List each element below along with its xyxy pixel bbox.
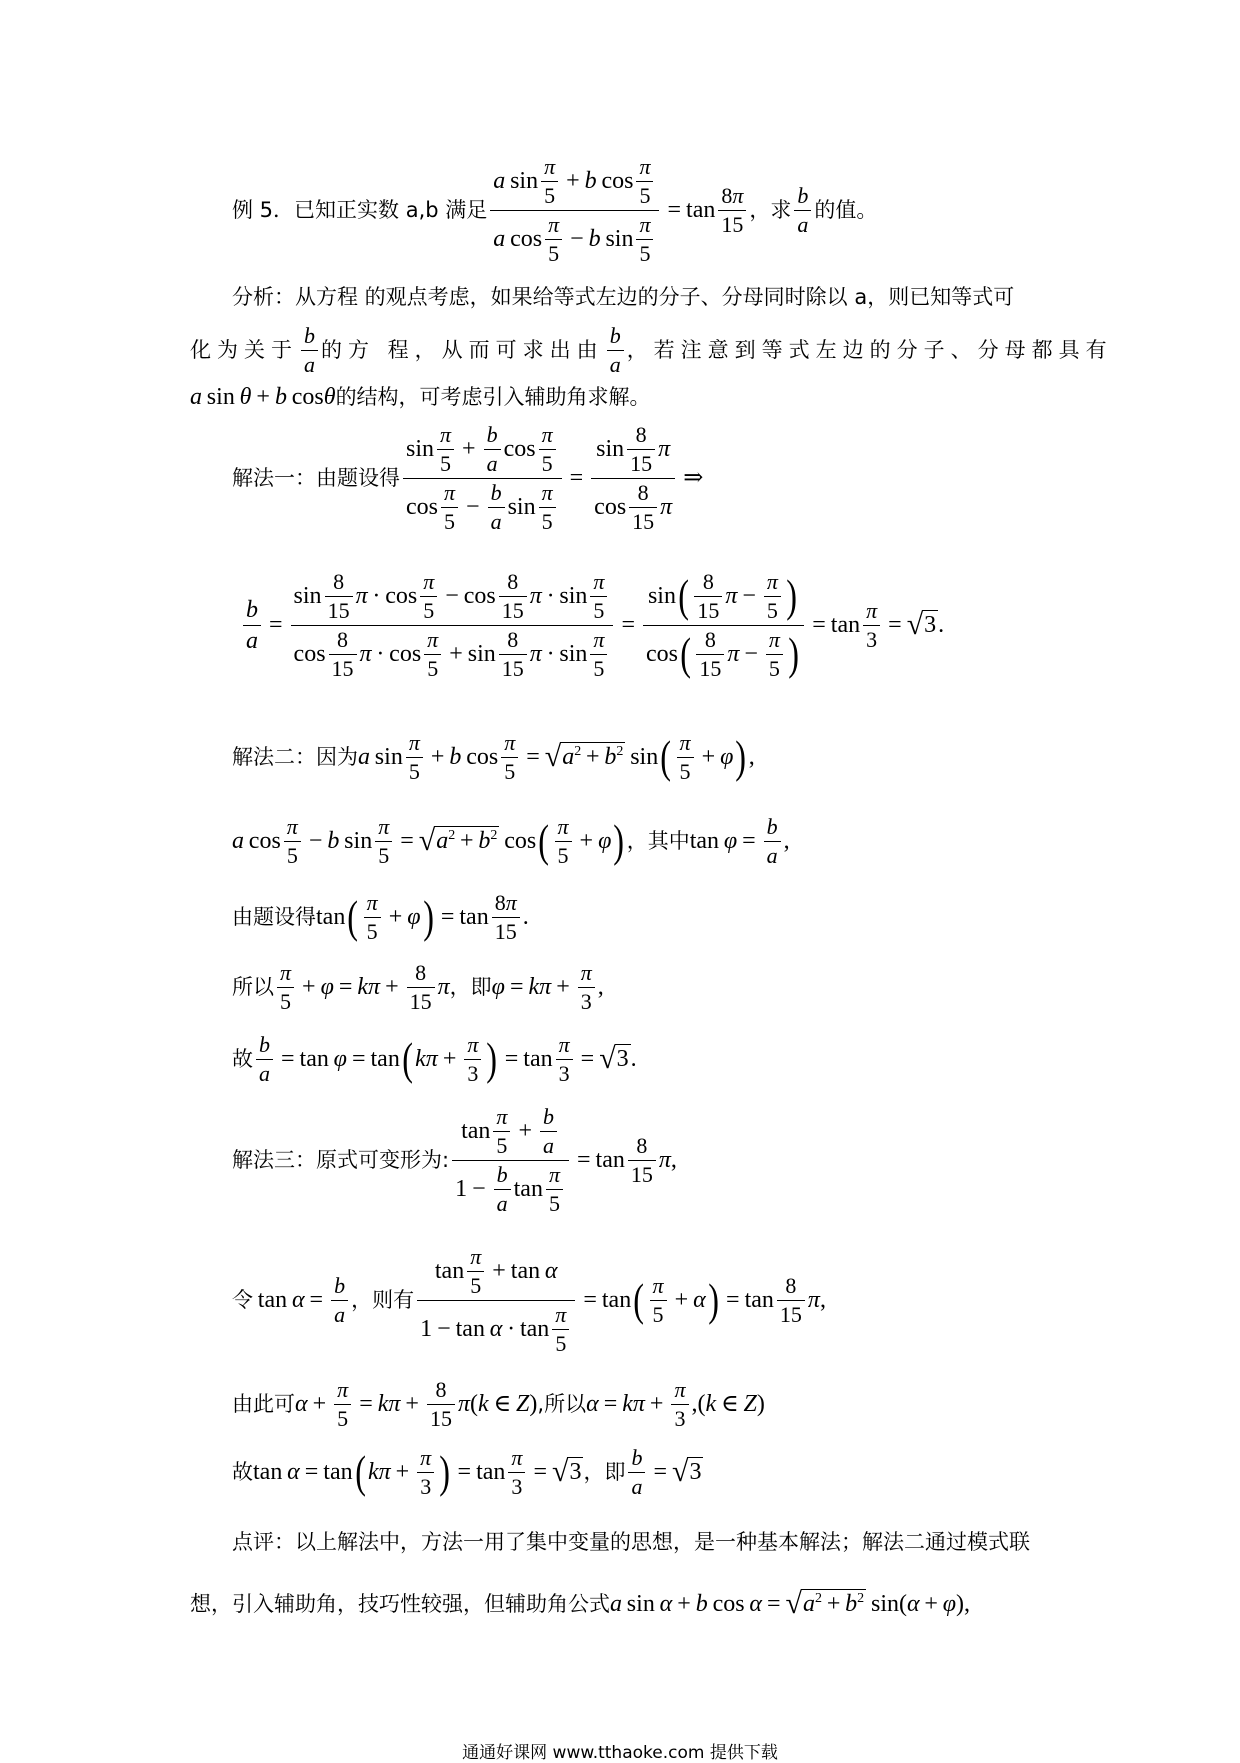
analysis-line-1: 分析：从方程 的观点考虑，如果给等式左边的分子、分母同时除以 a，则已知等式可 (232, 285, 1015, 309)
solution-2-line-4: 所以 π 5 + φ = kπ + 8 15 π ，即 φ = kπ + π 3 , (232, 959, 604, 1014)
solution-3-line-1: 解法三：原式可变形为: tan π 5 + b a 1 − b a tan π 5 = tan 8 15 π , (232, 1103, 677, 1216)
solution-2-line-1: 解法二：因为 a sin π 5 + b cos π 5 = √ $a^2 + b^2$ sin ( π 5 + φ ) , (232, 729, 755, 784)
solution-1-result: b a = sin 8 15 π · cos π 5 − cos 8 15 π · sin π 5 cos 8 15 π · cos π 5 + sin 8 15 π · sin π 5 = sin ( 8 15 π − π 5 ) cos ( 8 15 π − π 5 ) = tan π 3 = √ 3 . (240, 560, 944, 690)
solution-3-line-2: 令 tan α = b a ，则有 tan π 5 + tan α 1 − tan α · tan π 5 = tan ( π 5 + α ) = tan 8 15 π , (232, 1243, 826, 1356)
page-footer: 通通好课网 www.tthaoke.com 提供下载 (462, 1743, 778, 1763)
example-ask: ，求 (749, 197, 792, 222)
analysis-line-2: 化为关于 b a 的方 程，从而可求出由 b a ，若注意到等式左边的分子、分母都具有 (190, 322, 1113, 377)
comment-line-1: 点评：以上解法中，方法一用了集中变量的思想，是一种基本解法；解法二通过模式联 (232, 1530, 1030, 1554)
analysis-line-3: a sin θ + b cosθ 的结构，可考虑引入辅助角求解。 (190, 384, 651, 410)
given-equation-fraction: a sin π 5 + b cos π 5 a cos π 5 − b sin π 5 (490, 156, 659, 265)
solution-2-line-5: 故 b a = tan φ = tan ( kπ + π 3 ) = tan π 3 = √ 3 . (232, 1031, 637, 1086)
solution-3-line-4: 故 tan α = tan ( kπ + π 3 ) = tan π 3 = √ 3 ，即 b a = √ 3 (232, 1444, 702, 1499)
example-ask-end: 的值。 (814, 197, 878, 222)
solution-1-setup: 解法一：由题设得 sin π 5 + b a cos π 5 cos π 5 − b a sin π 5 = sin 8 15 π cos 8 15 π ⇒ (232, 421, 704, 534)
solution-1-label: 解法一：由题设得 (232, 465, 400, 490)
comment-line-2: 想，引入辅助角，技巧性较强，但辅助角公式 a sin α + b cos α = √ $a^2 + b^2$ sin(α + φ), (190, 1587, 971, 1620)
solution-3-label: 解法三：原式可变形为: (232, 1147, 450, 1172)
solution-2-line-2: a cos π 5 − b sin π 5 = √ $a^2 + b^2$ cos ( π 5 + φ ) ，其中 tan φ = b a , (232, 813, 790, 868)
example-5-statement: 例 5．已知正实数 a,b 满足 a sin π 5 + b cos π 5 a cos π 5 − b sin π 5 = tan 8 π 15 ，求 b a 的值。 (232, 153, 878, 266)
example-label: 例 5．已知正实数 a,b 满足 (232, 197, 488, 222)
solution-2-label: 解法二：因为 (232, 744, 358, 769)
solution-2-line-3: 由题设得 tan ( π 5 + φ ) = tan 8 π 15 . (232, 889, 529, 944)
solution-3-line-3: 由此可 α + π 5 = kπ + 8 15 π(k ∈ Z) ,所以 α = kπ + π 3 ,(k ∈ Z) (232, 1376, 765, 1431)
